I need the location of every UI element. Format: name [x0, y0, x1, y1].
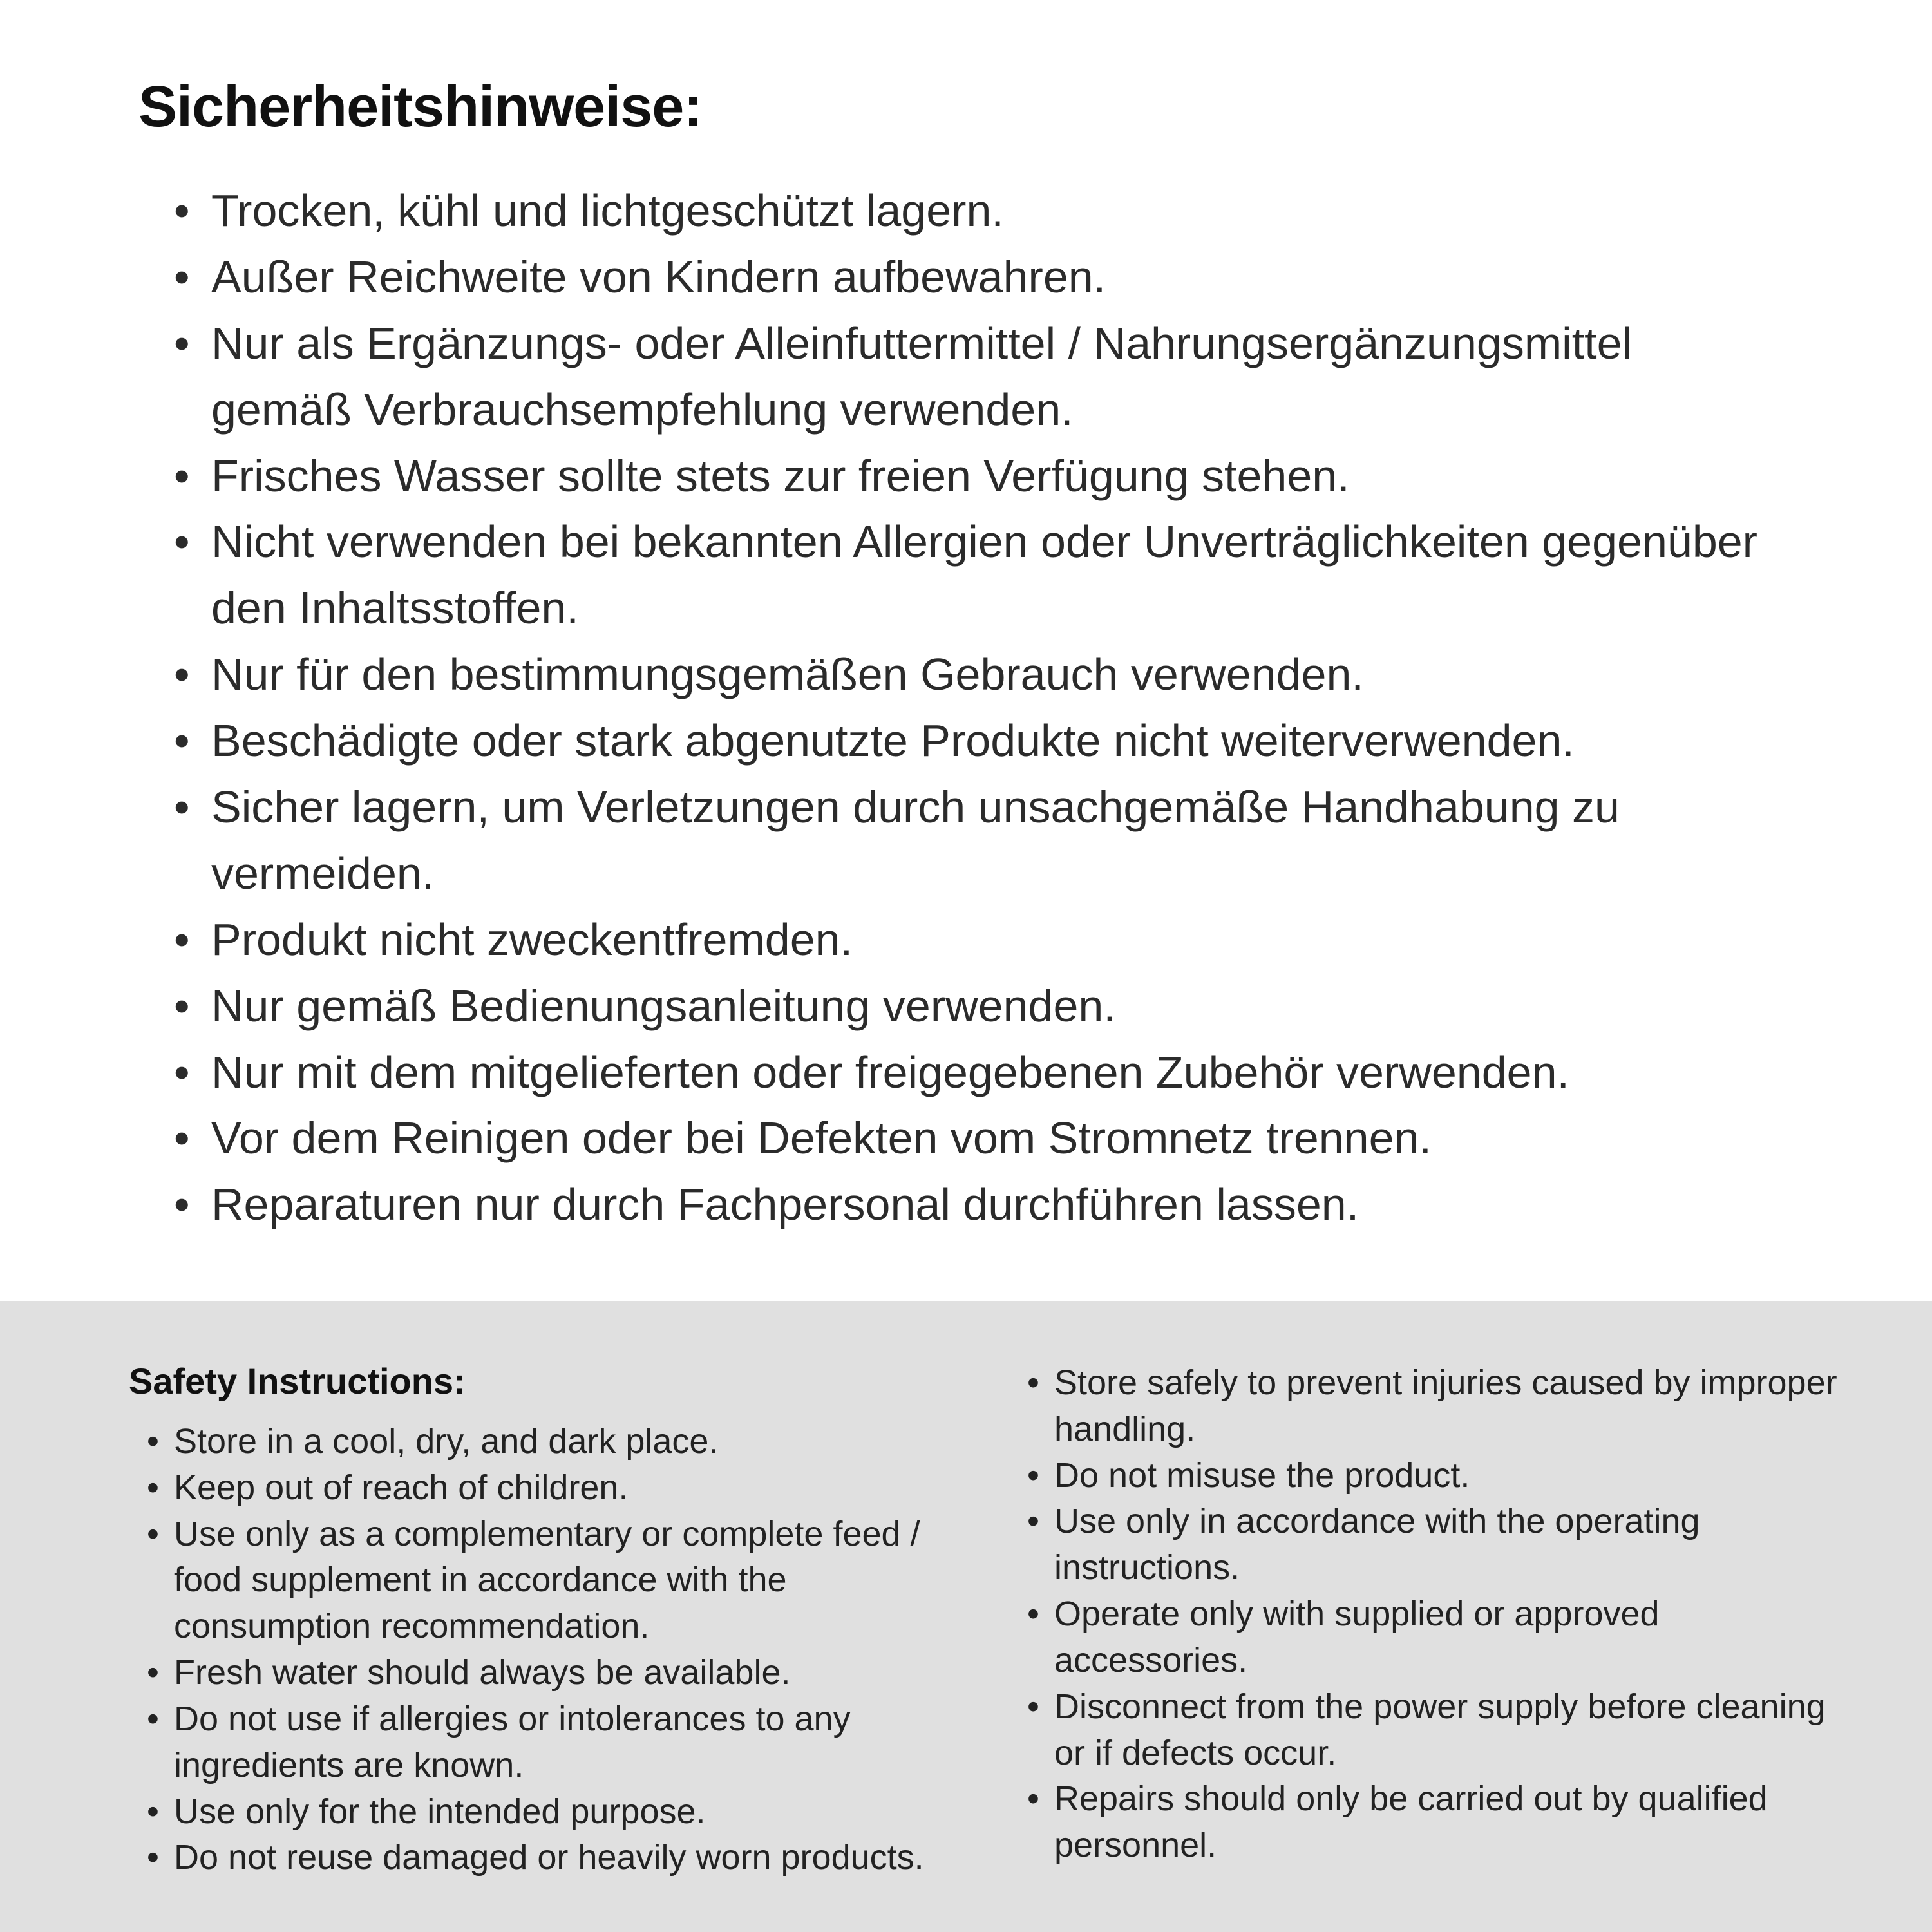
- english-left-column: [129, 1360, 992, 1881]
- german-section-title: Sicherheitshinweise:: [138, 75, 703, 139]
- english-safety-list-left: [129, 1419, 992, 1881]
- german-safety-item: • Beschädigte oder stark abgenutzte Produkte nicht weiterverwenden.: [174, 708, 1765, 774]
- english-safety-item: • Repairs should only be carried out by qualified personnel.: [1027, 1776, 1852, 1869]
- german-safety-item: • Sicher lagern, um Verletzungen durch unsachgemäße Handhabung zu vermeiden.: [174, 774, 1765, 907]
- english-safety-item: • Use only in accordance with the operating instructions.: [1027, 1499, 1852, 1591]
- german-safety-item: • Außer Reichweite von Kindern aufbewahren.: [174, 244, 1765, 310]
- english-safety-item: • Do not reuse damaged or heavily worn products.: [147, 1835, 992, 1881]
- german-safety-item: • Frisches Wasser sollte stets zur freien Verfügung stehen.: [174, 443, 1765, 509]
- english-safety-item: • Do not misuse the product.: [1027, 1453, 1852, 1499]
- german-safety-item: • Nur mit dem mitgelieferten oder freigegebenen Zubehör verwenden.: [174, 1039, 1765, 1106]
- german-safety-item: • Nur als Ergänzungs- oder Alleinfuttermittel / Nahrungsergänzungsmittel gemäß Verbrauchsempfehlung verwenden.: [174, 310, 1765, 443]
- german-safety-item: • Trocken, kühl und lichtgeschützt lagern.: [174, 178, 1765, 244]
- english-section-title: Safety Instructions:: [129, 1361, 466, 1401]
- english-safety-item: • Fresh water should always be available.: [147, 1650, 992, 1696]
- english-safety-item: • Use only as a complementary or complete feed / food supplement in accordance with the consumption recommendation.: [147, 1511, 992, 1650]
- english-safety-item: • Store safely to prevent injuries caused by improper handling.: [1027, 1360, 1852, 1453]
- german-safety-item: • Produkt nicht zweckentfremden.: [174, 907, 1765, 973]
- english-safety-item: • Disconnect from the power supply before cleaning or if defects occur.: [1027, 1684, 1852, 1777]
- english-right-column: [1027, 1360, 1852, 1869]
- english-safety-item: • Store in a cool, dry, and dark place.: [147, 1419, 992, 1465]
- english-section: [0, 1301, 1932, 1932]
- english-safety-item: • Use only for the intended purpose.: [147, 1789, 992, 1835]
- english-safety-item: • Do not use if allergies or intolerances to any ingredients are known.: [147, 1696, 992, 1789]
- german-safety-item: • Nur gemäß Bedienungsanleitung verwenden.: [174, 973, 1765, 1039]
- german-safety-list: [138, 178, 1765, 1238]
- german-safety-item: • Vor dem Reinigen oder bei Defekten vom Stromnetz trennen.: [174, 1105, 1765, 1171]
- german-safety-item: • Reparaturen nur durch Fachpersonal durchführen lassen.: [174, 1171, 1765, 1238]
- german-safety-item: • Nicht verwenden bei bekannten Allergien oder Unverträglichkeiten gegenüber den Inhaltsstoffen.: [174, 509, 1765, 641]
- english-safety-item: • Operate only with supplied or approved accessories.: [1027, 1591, 1852, 1684]
- english-safety-item: • Keep out of reach of children.: [147, 1465, 992, 1511]
- english-safety-list-right: [1027, 1360, 1852, 1869]
- german-safety-item: • Nur für den bestimmungsgemäßen Gebrauch verwenden.: [174, 641, 1765, 708]
